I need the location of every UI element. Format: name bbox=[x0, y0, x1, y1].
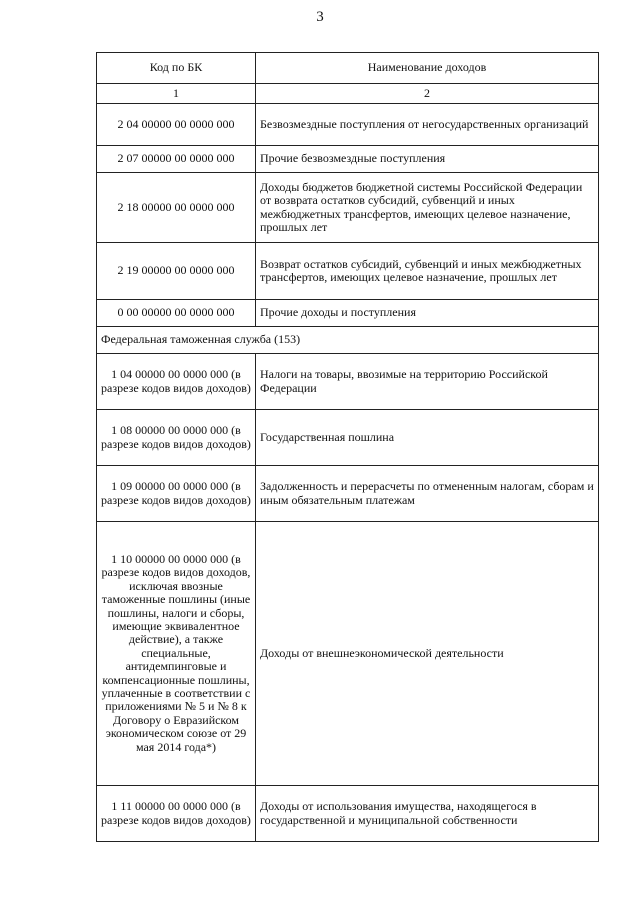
name-cell: Государственная пошлина bbox=[256, 410, 599, 466]
code-cell: 2 04 00000 00 0000 000 bbox=[97, 104, 256, 146]
section-row bbox=[97, 327, 599, 354]
code-cell: 2 19 00000 00 0000 000 bbox=[97, 243, 256, 300]
revenue-codes-table bbox=[96, 52, 599, 842]
code-cell: 1 09 00000 00 0000 000 (в разрезе кодов видов доходов) bbox=[97, 466, 256, 522]
table-row bbox=[97, 786, 599, 842]
code-cell: 1 10 00000 00 0000 000 (в разрезе кодов видов доходов, исключая ввозные таможенные пошлины (иные пошлины, налоги и сборы, имеющие эквивалентное действие), а также специальные, антидемпинговые и компенсационные пошлины, уплаченные в соответствии с приложениями № 5 и № 8 к Договору о Евразийском экономическом союзе от 29 мая 2014 года*) bbox=[97, 522, 256, 786]
table-row bbox=[97, 104, 599, 146]
table-row bbox=[97, 466, 599, 522]
name-cell: Прочие безвозмездные поступления bbox=[256, 146, 599, 173]
table-row bbox=[97, 243, 599, 300]
code-cell: 2 07 00000 00 0000 000 bbox=[97, 146, 256, 173]
table-row bbox=[97, 146, 599, 173]
page-number: 3 bbox=[316, 9, 324, 25]
code-cell: 1 08 00000 00 0000 000 (в разрезе кодов видов доходов) bbox=[97, 410, 256, 466]
numbering-row bbox=[97, 84, 599, 104]
header-name: Наименование доходов bbox=[256, 53, 599, 84]
section-title: Федеральная таможенная служба (153) bbox=[97, 327, 599, 354]
name-cell: Задолженность и перерасчеты по отмененным налогам, сборам и иным обязательным платежам bbox=[256, 466, 599, 522]
code-cell: 1 11 00000 00 0000 000 (в разрезе кодов видов доходов) bbox=[97, 786, 256, 842]
table-row bbox=[97, 522, 599, 786]
table-row bbox=[97, 410, 599, 466]
name-cell: Налоги на товары, ввозимые на территорию Российской Федерации bbox=[256, 354, 599, 410]
table-row bbox=[97, 173, 599, 243]
name-cell: Безвозмездные поступления от негосударственных организаций bbox=[256, 104, 599, 146]
table-row bbox=[97, 354, 599, 410]
header-row bbox=[97, 53, 599, 84]
name-cell: Прочие доходы и поступления bbox=[256, 300, 599, 327]
column-number-2: 2 bbox=[256, 84, 599, 104]
code-cell: 2 18 00000 00 0000 000 bbox=[97, 173, 256, 243]
name-cell: Доходы бюджетов бюджетной системы Российской Федерации от возврата остатков субсидий, субвенций и иных межбюджетных трансфертов, имеющих целевое назначение, прошлых лет bbox=[256, 173, 599, 243]
name-cell: Доходы от внешнеэкономической деятельности bbox=[256, 522, 599, 786]
code-cell: 1 04 00000 00 0000 000 (в разрезе кодов видов доходов) bbox=[97, 354, 256, 410]
table-row bbox=[97, 300, 599, 327]
name-cell: Доходы от использования имущества, находящегося в государственной и муниципальной собственности bbox=[256, 786, 599, 842]
column-number-1: 1 bbox=[97, 84, 256, 104]
header-code: Код по БК bbox=[97, 53, 256, 84]
code-cell: 0 00 00000 00 0000 000 bbox=[97, 300, 256, 327]
name-cell: Возврат остатков субсидий, субвенций и иных межбюджетных трансфертов, имеющих целевое назначение, прошлых лет bbox=[256, 243, 599, 300]
